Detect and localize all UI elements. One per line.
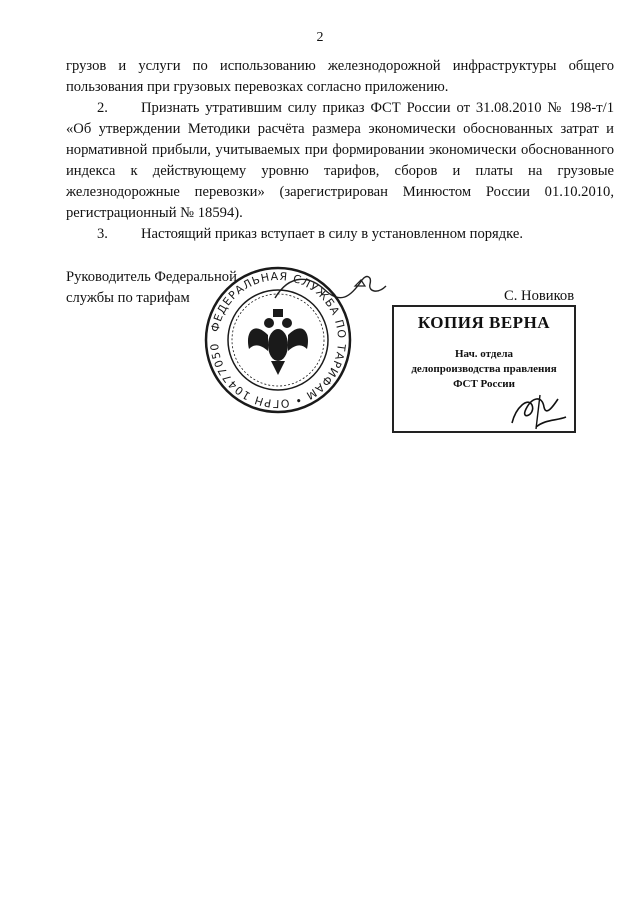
paragraph-3-text: Настоящий приказ вступает в силу в установленном порядке.	[141, 226, 524, 242]
signer-name: С. Новиков	[504, 288, 575, 304]
copy-stamp-line3: ФСТ России	[453, 378, 515, 390]
copy-stamp-line2: делопроизводства правления	[411, 363, 557, 375]
copy-stamp-title: КОПИЯ ВЕРНА	[417, 313, 551, 332]
paragraph-2-text: Признать утратившим силу приказ ФСТ России от 31.08.2010 № 198-т/1 «Об утверждении Методики расчёта размера экономически обоснованных затрат и нормативной прибыли, учитываемых при формировании экономически обоснованного индекса к действующему уровню тарифов, сборов и платы на грузовые железнодорожные перевозки» (зарегистрирован Минюстом России 01.10.2010, регистрационный № 18594).	[66, 100, 614, 221]
copy-stamp-line1: Нач. отдела	[454, 348, 514, 360]
signer-title-line2: службы по тарифам	[66, 290, 190, 306]
double-headed-eagle-icon	[248, 309, 308, 375]
paragraph-2	[66, 98, 614, 224]
paragraph-2-number: 2.	[97, 100, 108, 116]
signer-title-line1: Руководитель Федеральной	[66, 269, 237, 285]
document-body	[66, 56, 614, 245]
paragraph-1: грузов и услуги по использованию железнодорожной инфраструктуры общего пользования при грузовых перевозках согласно приложению.	[66, 58, 614, 95]
official-seal	[203, 265, 353, 415]
stamp-signature-icon	[506, 387, 572, 433]
paragraph-3	[66, 224, 614, 245]
seal-outer-text: ФЕДЕРАЛЬНАЯ СЛУЖБА ПО ТАРИФАМ • ОГРН 10477050	[207, 269, 349, 411]
paragraph-3-number: 3.	[97, 226, 108, 242]
copy-certified-stamp	[392, 305, 576, 433]
page-number: 2	[316, 30, 324, 45]
